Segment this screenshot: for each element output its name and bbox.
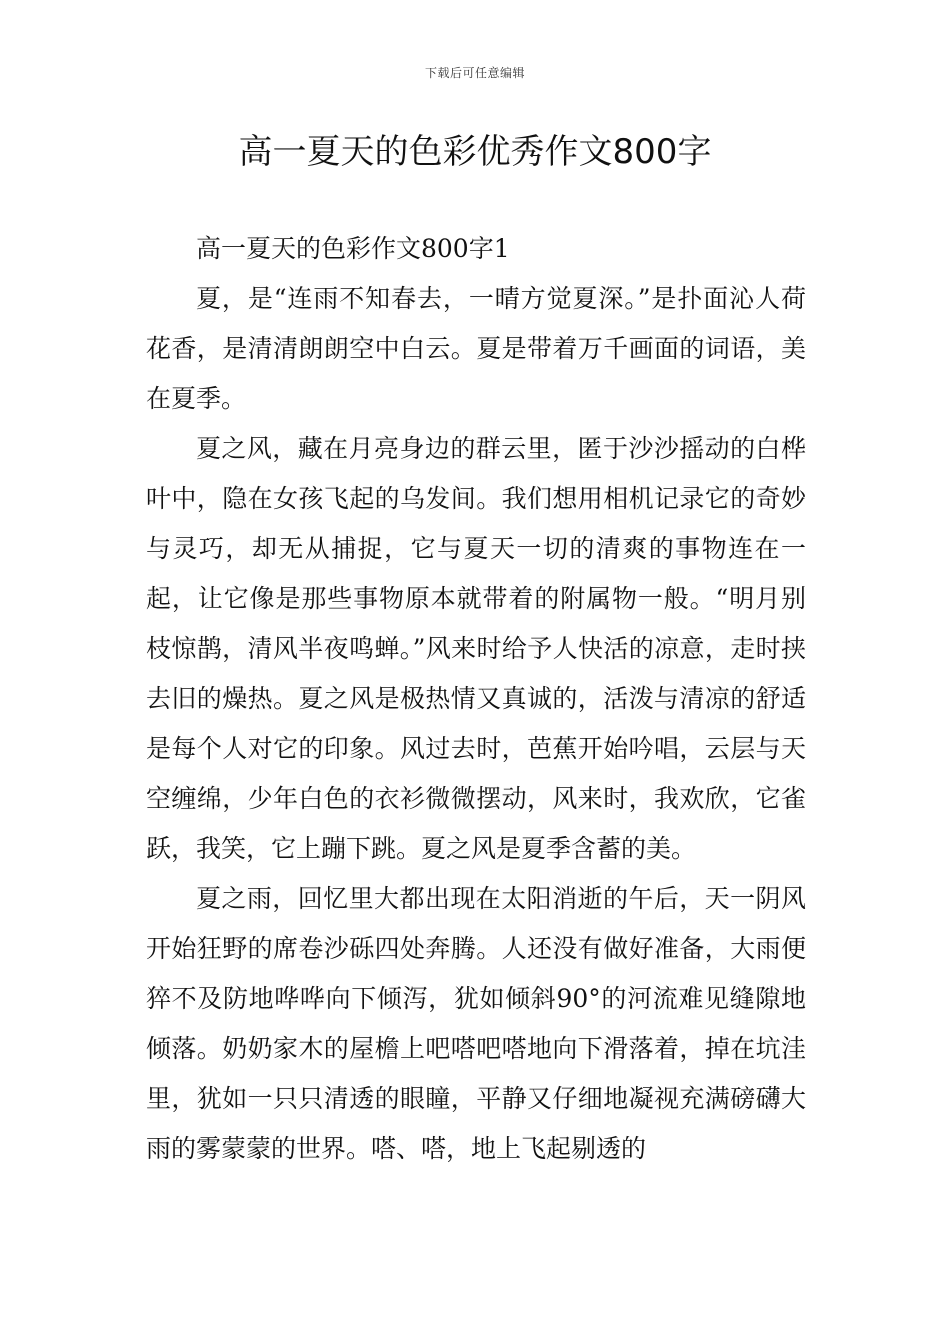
document-body xyxy=(146,224,806,1174)
header-note: 下载后可任意编辑 xyxy=(424,66,525,80)
document-title: 高一夏天的色彩优秀作文800字 xyxy=(238,132,712,172)
paragraph-summer-wind: 夏之风，藏在月亮身边的群云里，匿于沙沙摇动的白桦叶中，隐在女孩飞起的乌发间。我们想用相机记录它的奇妙与灵巧，却无从捕捉，它与夏天一切的清爽的事物连在一起，让它像是那些事物原本就带着的附属物一般。“明月别枝惊鹊，清风半夜鸣蝉。”风来时给予人快活的凉意，走时挟去旧的燥热。夏之风是极热情又真诚的，活泼与清凉的舒适是每个人对它的印象。风过去时，芭蕉开始吟唱，云层与天空缠绵，少年白色的衣衫微微摆动，风来时，我欢欣，它雀跃，我笑，它上蹦下跳。夏之风是夏季含蓄的美。 xyxy=(146,434,806,863)
paragraph-summer-rain: 夏之雨，回忆里大都出现在太阳消逝的午后，天一阴风开始狂野的席卷沙砾四处奔腾。人还没有做好准备，大雨便猝不及防地哗哗向下倾泻，犹如倾斜90°的河流难见缝隙地倾落。奶奶家木的屋檐上吧嗒吧嗒地向下滑落着，掉在坑洼里，犹如一只只清透的眼瞳，平静又仔细地凝视充满磅礴大雨的雾蒙蒙的世界。嗒、嗒，地上飞起剔透的 xyxy=(146,884,806,1163)
paragraph-intro: 夏，是“连雨不知春去，一晴方觉夏深。”是扑面沁人荷花香，是清清朗朗空中白云。夏是带着万千画面的词语，美在夏季。 xyxy=(146,284,806,413)
paragraph-subtitle: 高一夏天的色彩作文800字1 xyxy=(196,234,510,263)
